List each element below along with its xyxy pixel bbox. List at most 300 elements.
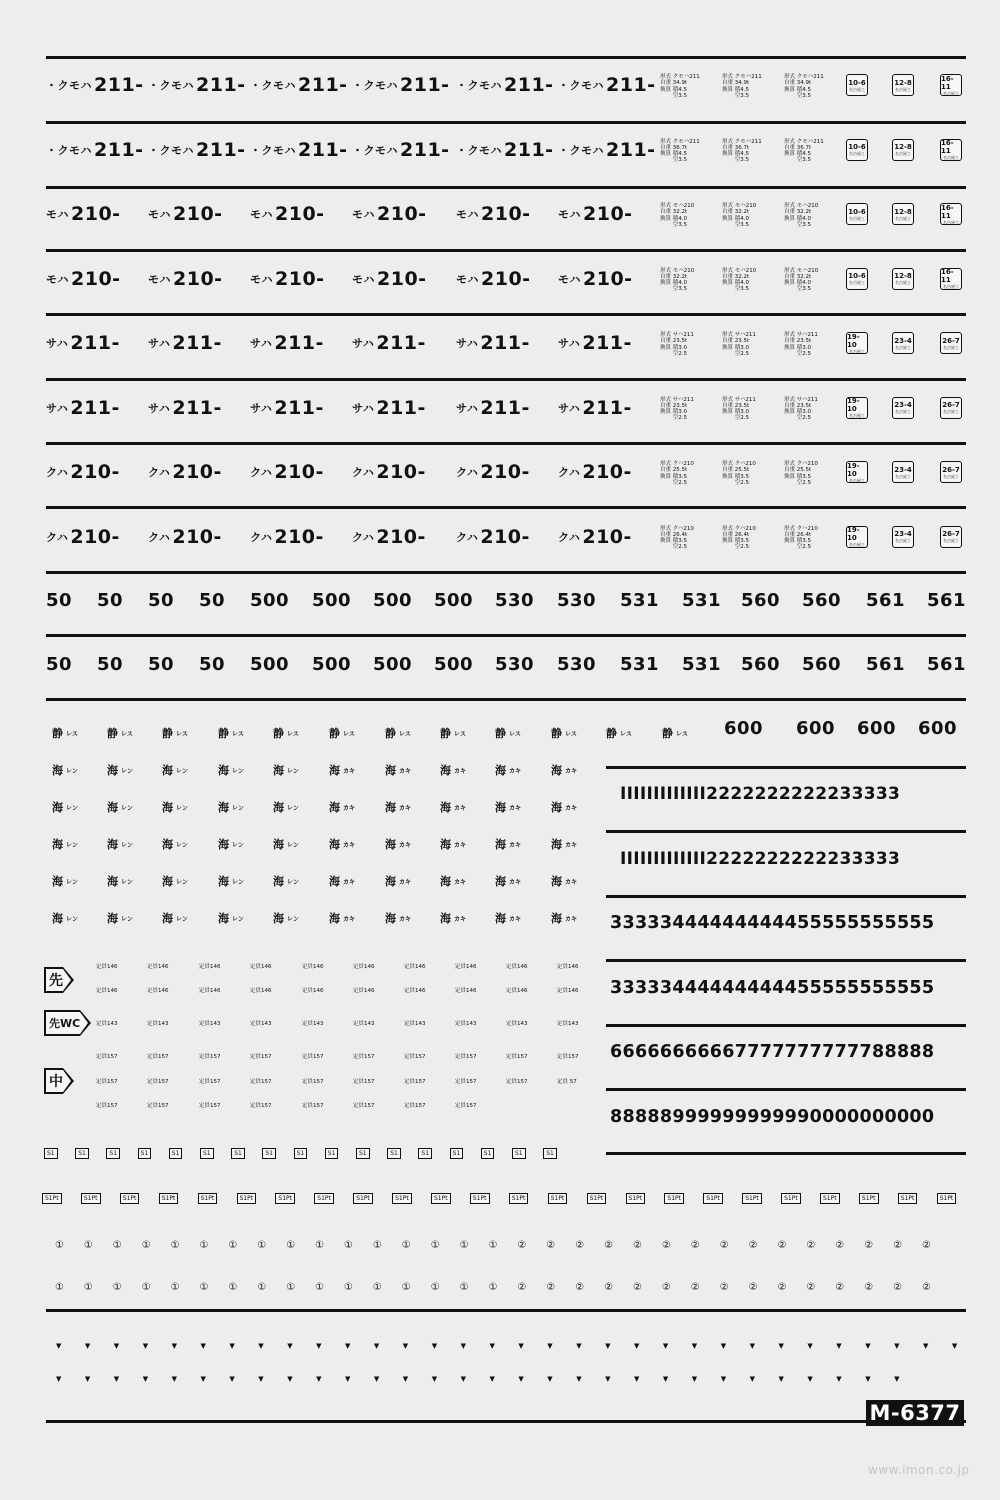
- depot-marking: [440, 836, 466, 852]
- triangle-marker: ▼: [316, 1342, 322, 1350]
- capacity-label: 定員157: [302, 1079, 324, 1085]
- spec-line: 形式 クモハ211: [722, 74, 762, 80]
- car-number-600: 600: [918, 718, 958, 739]
- car-number-label: [46, 203, 121, 225]
- depot-marking: [495, 762, 521, 778]
- seat-symbol-pt: S1Pt: [81, 1193, 101, 1204]
- spec-block: [784, 74, 824, 99]
- inspection-date: 19-10: [847, 397, 860, 413]
- circled-number: ②: [922, 1240, 931, 1251]
- car-number-digits: 50: [148, 654, 175, 675]
- inspection-shop: 名古屋工: [943, 219, 959, 225]
- car-number-digits: 560: [802, 590, 842, 611]
- car-number: 210-: [377, 267, 427, 290]
- triangle-marker: ▼: [576, 1375, 582, 1383]
- spec-line: 換算 積3.0: [722, 344, 749, 351]
- car-number-digits: 530: [495, 654, 535, 675]
- seat-symbol-pt: S1Pt: [937, 1193, 957, 1204]
- car-number-label: [352, 268, 427, 290]
- spec-line: 形式 サハ211: [784, 396, 818, 403]
- triangle-marker: ▼: [489, 1375, 495, 1383]
- inspection-date: 10-6: [848, 207, 866, 216]
- inspection-shop: 名古屋工: [943, 344, 959, 350]
- spec-line: 自重 34.9t: [722, 80, 750, 87]
- circled-number: ①: [315, 1240, 325, 1251]
- spec-line: 空2.5: [660, 415, 687, 422]
- rule-line: [46, 698, 966, 701]
- car-number-label: [558, 461, 632, 483]
- digit-strip: 88888999999999990000000000: [610, 1106, 935, 1127]
- inspection-date: 23-4: [894, 465, 912, 474]
- depot-kanji: 海: [385, 801, 396, 814]
- car-kana: ・クモハ: [250, 143, 296, 157]
- spec-line: 自重 25.5t: [722, 467, 750, 474]
- depot-kanji: 静: [385, 727, 396, 740]
- car-kana: モハ: [46, 272, 69, 286]
- inspection-shop: 名古屋工: [849, 151, 865, 156]
- spec-block: [660, 268, 694, 293]
- circled-number: ①: [199, 1282, 209, 1293]
- inspection-box: [846, 203, 868, 225]
- inspection-box: [940, 203, 962, 225]
- spec-line: 空3.5: [660, 286, 687, 293]
- spec-line: 自重 26.4t: [722, 531, 750, 538]
- car-number-label: [250, 203, 325, 225]
- capacity-label: 定員146: [199, 964, 221, 970]
- car-kana: モハ: [46, 208, 69, 221]
- depot-marking: [218, 799, 244, 815]
- capacity-label: 定員143: [96, 1021, 118, 1027]
- spec-line: 形式 モハ210: [660, 203, 695, 209]
- depot-marking: [329, 762, 355, 778]
- depot-code: カキ: [454, 841, 467, 849]
- car-number-label: [46, 332, 120, 354]
- depot-code: レン: [176, 878, 188, 886]
- circled-number: ②: [604, 1240, 614, 1251]
- seat-symbol: S1: [512, 1148, 526, 1159]
- car-number: 211-: [504, 138, 554, 161]
- inspection-shop: 名古屋工: [943, 155, 959, 160]
- depot-marking: [218, 910, 244, 926]
- circled-number: ①: [401, 1282, 411, 1293]
- inspection-box: [846, 332, 868, 354]
- spec-line: 空2.5: [722, 415, 749, 422]
- triangle-marker: ▼: [720, 1342, 727, 1350]
- depot-code: レン: [287, 915, 299, 923]
- depot-kanji: 海: [495, 875, 506, 888]
- circled-number: ②: [690, 1282, 700, 1293]
- triangle-marker: ▼: [778, 1342, 784, 1350]
- car-number-digits: 531: [620, 654, 660, 675]
- depot-code: カキ: [399, 767, 412, 775]
- capacity-label: 定員146: [353, 964, 375, 970]
- car-number-digits: 500: [250, 654, 290, 675]
- car-number-label: [46, 74, 144, 96]
- car-number: 211-: [606, 74, 656, 96]
- depot-kanji: 静: [218, 727, 229, 740]
- depot-kanji: 海: [329, 764, 340, 777]
- car-number-digits: 530: [557, 590, 597, 611]
- car-number: 210-: [582, 525, 632, 548]
- depot-marking: [495, 799, 521, 815]
- spec-line: 自重 36.7t: [722, 144, 750, 151]
- triangle-marker: ▼: [460, 1375, 466, 1383]
- circled-number: ①: [55, 1240, 64, 1251]
- circled-number: ①: [286, 1282, 296, 1293]
- car-number-label: [456, 268, 531, 290]
- capacity-label: 定員157: [557, 1054, 579, 1060]
- seat-symbol-pt: S1Pt: [820, 1193, 840, 1204]
- triangle-marker: ▼: [720, 1375, 727, 1383]
- car-kana: サハ: [250, 337, 273, 350]
- car-number: 211-: [480, 396, 530, 419]
- depot-kanji: 海: [273, 764, 284, 777]
- spec-block: [660, 461, 694, 486]
- capacity-label: 定員157: [96, 1103, 118, 1109]
- depot-code: レン: [232, 915, 244, 923]
- circled-number: ①: [372, 1240, 382, 1251]
- spec-line: 形式 クハ210: [784, 461, 818, 467]
- spec-line: 換算 積4.5: [660, 151, 687, 158]
- depot-code: カキ: [454, 767, 467, 775]
- circled-number: ②: [633, 1282, 642, 1293]
- spec-line: 換算 積3.5: [722, 473, 749, 480]
- inspection-date: 26-7: [942, 530, 960, 538]
- spec-line: 空3.5: [660, 92, 687, 99]
- car-kana: サハ: [456, 337, 479, 350]
- spec-line: 空2.5: [660, 350, 687, 357]
- depot-marking: [329, 873, 355, 889]
- depot-marking: [273, 725, 299, 741]
- depot-kanji: 海: [218, 838, 229, 851]
- car-kana: ・クモハ: [558, 143, 604, 157]
- triangle-marker: ▼: [923, 1342, 929, 1350]
- spec-line: 自重 34.9t: [784, 80, 812, 87]
- car-number: 211-: [582, 396, 632, 419]
- car-number: 211-: [376, 332, 426, 354]
- depot-code: レス: [66, 730, 78, 738]
- inspection-box: [940, 74, 962, 96]
- car-number-digits: 560: [741, 590, 781, 611]
- circled-number: ①: [459, 1282, 469, 1293]
- depot-kanji: 海: [551, 875, 562, 888]
- capacity-label: 定員146: [557, 988, 579, 994]
- depot-code: レン: [66, 841, 78, 849]
- car-number-label: [456, 74, 554, 96]
- capacity-label: 定員157: [455, 1079, 477, 1085]
- depot-marking: [551, 762, 577, 778]
- car-kana: クハ: [46, 466, 69, 479]
- spec-line: 空2.5: [784, 350, 811, 357]
- inspection-shop: 名古屋工: [895, 86, 911, 92]
- spec-block: [660, 74, 700, 99]
- spec-line: 空2.5: [784, 544, 811, 551]
- capacity-label: 定員157: [250, 1054, 272, 1060]
- inspection-box: [846, 268, 868, 290]
- depot-marking: [329, 799, 355, 815]
- capacity-label: 定員157: [199, 1054, 221, 1060]
- car-number-label: [558, 397, 632, 419]
- depot-code: レン: [176, 841, 188, 849]
- circled-number: ②: [575, 1240, 585, 1251]
- depot-marking: [52, 799, 78, 815]
- car-kana: モハ: [352, 272, 375, 286]
- depot-marking: [329, 836, 355, 852]
- depot-code: カキ: [343, 767, 356, 775]
- car-kana: サハ: [250, 401, 273, 415]
- car-kana: クハ: [558, 466, 581, 479]
- depot-code: レン: [176, 804, 188, 812]
- car-number-label: [558, 139, 656, 161]
- sign-middle: 中: [44, 1068, 63, 1094]
- depot-marking: [440, 873, 466, 889]
- depot-kanji: 海: [162, 912, 173, 925]
- depot-code: レス: [676, 730, 688, 738]
- car-kana: クハ: [148, 466, 171, 479]
- triangle-marker: ▼: [142, 1342, 149, 1350]
- spec-line: 形式 モハ210: [784, 203, 819, 209]
- depot-marking: [440, 910, 466, 926]
- seat-symbol-pt: S1Pt: [42, 1193, 62, 1204]
- car-kana: ・クモハ: [148, 143, 194, 157]
- inspection-box: [940, 268, 962, 290]
- car-number-label: [456, 139, 554, 161]
- car-number: 210-: [172, 461, 222, 483]
- depot-kanji: 海: [551, 838, 562, 851]
- rule-line: [46, 1309, 966, 1312]
- capacity-label: 定員146: [506, 964, 528, 970]
- car-number: 210-: [376, 525, 426, 548]
- inspection-shop: 名古屋工: [895, 151, 911, 156]
- rule-line: [46, 313, 966, 316]
- car-number-label: [558, 268, 633, 290]
- circled-number: ②: [546, 1282, 556, 1293]
- depot-code: カキ: [343, 915, 356, 923]
- depot-marking: [218, 725, 244, 741]
- depot-marking: [273, 910, 299, 926]
- depot-marking: [162, 873, 188, 889]
- depot-marking: [162, 799, 188, 815]
- spec-line: 空3.5: [660, 221, 687, 228]
- depot-code: レン: [176, 767, 188, 775]
- depot-code: カキ: [509, 915, 522, 923]
- capacity-label: 定員143: [557, 1021, 579, 1027]
- car-kana: クハ: [456, 530, 479, 544]
- car-number: 211-: [172, 332, 222, 354]
- inspection-shop: 名古屋工: [895, 344, 911, 350]
- depot-code: レス: [232, 730, 244, 738]
- spec-line: 換算 積3.0: [660, 409, 687, 416]
- rule-line: [606, 895, 966, 898]
- sign-front-wc: 先WC: [44, 1010, 80, 1036]
- spec-block: [722, 74, 762, 99]
- depot-code: レン: [121, 915, 133, 923]
- inspection-shop: 名古屋工: [895, 215, 911, 221]
- spec-line: 自重 36.7t: [660, 144, 688, 151]
- seat-symbol-pt: S1Pt: [626, 1193, 646, 1204]
- capacity-label: 定員146: [404, 988, 426, 994]
- capacity-label: 定員143: [199, 1021, 221, 1027]
- spec-line: 形式 クハ210: [722, 461, 756, 467]
- car-number: 210-: [172, 525, 222, 548]
- depot-kanji: 海: [107, 764, 118, 777]
- circled-number: ②: [835, 1282, 845, 1293]
- triangle-marker: ▼: [287, 1375, 293, 1383]
- inspection-shop: 名古屋工: [849, 542, 865, 547]
- capacity-label: 定員157: [199, 1103, 221, 1109]
- spec-line: 形式 クハ210: [660, 461, 694, 467]
- triangle-marker: ▼: [316, 1375, 322, 1383]
- digit-strip: 33333444444444455555555555: [610, 977, 935, 998]
- depot-marking: [273, 836, 299, 852]
- inspection-box: [892, 526, 914, 548]
- depot-marking: [162, 762, 188, 778]
- spec-line: 自重 23.5t: [722, 402, 750, 409]
- depot-kanji: 海: [273, 875, 284, 888]
- inspection-date: 26-7: [942, 336, 960, 345]
- seat-symbol: S1: [138, 1148, 152, 1159]
- car-kana: モハ: [456, 208, 479, 221]
- depot-code: レン: [121, 878, 133, 886]
- inspection-box: [940, 397, 962, 419]
- inspection-box: [846, 74, 868, 96]
- spec-line: 空3.5: [722, 221, 749, 228]
- car-number-label: [46, 526, 120, 548]
- inspection-date: 26-7: [942, 401, 960, 409]
- triangle-marker: ▼: [200, 1342, 206, 1350]
- depot-marking: [440, 725, 466, 741]
- car-number-label: [148, 461, 222, 483]
- rule-line: [46, 634, 966, 637]
- seat-symbol-pt: S1Pt: [392, 1193, 412, 1204]
- car-number: 210-: [480, 525, 530, 548]
- depot-code: レン: [287, 804, 299, 812]
- depot-kanji: 海: [107, 912, 118, 925]
- circled-number: ①: [372, 1282, 382, 1293]
- depot-kanji: 海: [162, 838, 173, 851]
- car-number: 210-: [481, 203, 531, 225]
- spec-block: [784, 268, 818, 293]
- car-kana: サハ: [46, 401, 69, 415]
- car-kana: クハ: [352, 466, 375, 479]
- depot-code: レン: [232, 804, 244, 812]
- car-number-digits: 530: [495, 590, 535, 611]
- car-kana: サハ: [456, 401, 479, 415]
- triangle-marker: ▼: [200, 1375, 206, 1383]
- circled-number: ②: [864, 1240, 874, 1251]
- spec-line: 空2.5: [722, 479, 749, 486]
- depot-marking: [273, 762, 299, 778]
- depot-kanji: 海: [52, 912, 63, 925]
- spec-line: 空2.5: [722, 544, 749, 551]
- depot-code: レン: [232, 767, 244, 775]
- car-number: 211-: [298, 74, 348, 96]
- depot-code: カキ: [454, 878, 467, 886]
- capacity-label: 定員157: [250, 1103, 272, 1109]
- circled-number: ②: [633, 1240, 642, 1251]
- depot-kanji: 海: [162, 801, 173, 814]
- rule-line: [606, 959, 966, 962]
- car-number: 210-: [275, 267, 325, 290]
- car-number: 210-: [481, 267, 531, 290]
- capacity-label: 定員146: [96, 988, 118, 994]
- seat-symbol-pt: S1Pt: [314, 1193, 334, 1204]
- depot-kanji: 海: [52, 801, 63, 814]
- inspection-shop: 名古屋工: [849, 413, 865, 418]
- circled-number: ①: [488, 1240, 498, 1251]
- capacity-label: 定員157: [96, 1054, 118, 1060]
- car-kana: ・クモハ: [148, 79, 194, 92]
- capacity-label: 定員157: [404, 1054, 426, 1060]
- car-number: 210-: [583, 267, 633, 290]
- triangle-marker: ▼: [951, 1342, 958, 1350]
- depot-code: レン: [232, 841, 244, 849]
- capacity-label: 定員157: [199, 1079, 221, 1085]
- seat-symbol-pt: S1Pt: [120, 1193, 140, 1204]
- depot-kanji: 海: [218, 764, 229, 777]
- circled-number: ②: [806, 1240, 816, 1251]
- car-kana: ・クモハ: [250, 79, 296, 92]
- spec-line: 空3.5: [722, 157, 749, 164]
- triangle-marker: ▼: [547, 1342, 553, 1350]
- capacity-label: 定員143: [147, 1021, 169, 1027]
- depot-marking: [107, 836, 133, 852]
- inspection-date: 26-7: [942, 465, 960, 474]
- circled-number: ②: [748, 1240, 758, 1251]
- depot-kanji: 海: [440, 764, 451, 777]
- car-number-digits: 50: [97, 654, 124, 675]
- spec-block: [722, 526, 756, 551]
- car-number: 211-: [274, 396, 324, 419]
- car-number-label: [250, 332, 324, 354]
- car-number-label: [148, 74, 246, 96]
- circled-number: ②: [517, 1282, 527, 1293]
- car-number: 211-: [606, 138, 656, 161]
- depot-code: カキ: [565, 804, 578, 812]
- circled-number: ①: [83, 1282, 93, 1293]
- circled-number: ②: [893, 1282, 903, 1293]
- inspection-date: 10-6: [848, 143, 866, 151]
- car-number: 211-: [274, 332, 324, 354]
- spec-block: [784, 461, 818, 486]
- depot-kanji: 海: [218, 801, 229, 814]
- depot-marking: [273, 799, 299, 815]
- car-kana: サハ: [352, 401, 375, 415]
- inspection-box: [940, 526, 962, 548]
- car-kana: クハ: [250, 466, 273, 479]
- depot-marking: [107, 799, 133, 815]
- car-number: 211-: [196, 74, 246, 96]
- depot-code: カキ: [343, 804, 356, 812]
- depot-marking: [495, 836, 521, 852]
- triangle-marker: ▼: [518, 1342, 524, 1350]
- inspection-date: 19-10: [847, 526, 860, 542]
- spec-block: [784, 139, 824, 164]
- depot-marking: [551, 873, 577, 889]
- car-number: 211-: [376, 396, 426, 419]
- spec-line: 換算 積3.0: [784, 409, 811, 416]
- triangle-marker: ▼: [84, 1375, 91, 1383]
- car-number-label: [456, 461, 530, 483]
- inspection-date: 12-8: [894, 143, 912, 151]
- car-number-label: [46, 139, 144, 161]
- car-number-digits: 561: [927, 654, 967, 675]
- capacity-label: 定員157: [353, 1079, 375, 1085]
- triangle-marker: ▼: [662, 1375, 669, 1383]
- capacity-label: 定員146: [96, 964, 118, 970]
- car-kana: クハ: [456, 466, 479, 479]
- spec-block: [660, 397, 694, 422]
